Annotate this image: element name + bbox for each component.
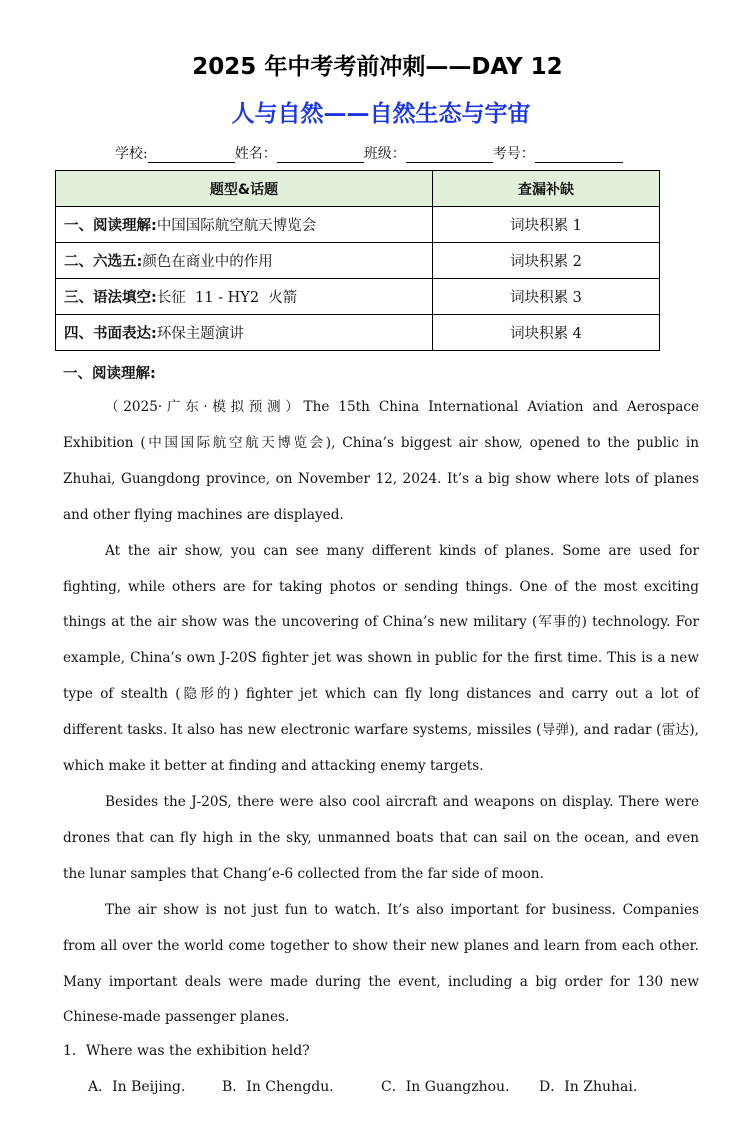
student-info-line: [115, 143, 623, 163]
class-blank[interactable]: [406, 146, 493, 163]
table-row: [56, 279, 660, 315]
class-label: 班级：: [363, 146, 406, 162]
school-label: 学校:: [115, 146, 148, 162]
table-cell-type: [56, 279, 433, 315]
topic-label: 长征 11 - HY2 火箭: [156, 290, 298, 306]
question-type-label: 一、阅读理解:: [64, 218, 157, 234]
option-c[interactable]: C．In Guangzhou.: [381, 1079, 510, 1095]
option-a[interactable]: A．In Beijing.: [88, 1079, 186, 1095]
table-cell-type: [56, 315, 433, 351]
topics-table: [55, 170, 660, 351]
school-blank[interactable]: [148, 146, 235, 163]
name-label: 姓名：: [234, 146, 277, 162]
table-cell-review: 词块积累 2: [433, 243, 660, 279]
passage-paragraph: （2025·广东·模拟预测）The 15th China International Aviation and Aerospace Exhibition (中国国际航空航天博览会), China’s biggest air show, opened to the public in Zhuhai, Guangdong province, on November 12, 2024. It’s a big show where lots of planes and other flying machines are displayed.: [63, 399, 699, 523]
table-header-review: 查漏补缺: [433, 171, 660, 207]
page-subtitle: 人与自然——自然生态与宇宙: [231, 101, 531, 127]
table-header-type: 题型&话题: [56, 171, 433, 207]
question-type-label: 二、六选五:: [64, 254, 143, 270]
table-row: [56, 207, 660, 243]
exam-number-blank[interactable]: [535, 146, 623, 163]
section-heading: 一、阅读理解:: [63, 366, 156, 382]
table-cell-type: [56, 207, 433, 243]
table-header-row: [56, 171, 660, 207]
option-b[interactable]: B．In Chengdu.: [222, 1079, 334, 1095]
question-type-label: 三、语法填空:: [64, 290, 157, 306]
passage-paragraph: At the air show, you can see many different kinds of planes. Some are used for fighting, while others are for taking photos or sending things. One of the most exciting things at the air show was the uncovering of China’s new military (军事的) technology. For example, China’s own J-20S fighter jet was shown in public for the first time. This is a new type of stealth (隐形的) fighter jet which can fly long distances and carry out a lot of different tasks. It also has new electronic warfare systems, missiles (导弹), and radar (雷达), which make it better at finding and attacking enemy targets.: [63, 542, 699, 775]
question-type-label: 四、书面表达:: [64, 326, 157, 342]
option-d[interactable]: D．In Zhuhai.: [539, 1079, 638, 1095]
table-row: [56, 243, 660, 279]
table-cell-review: 词块积累 1: [433, 207, 660, 243]
topic-label: 中国国际航空航天博览会: [156, 218, 317, 234]
passage-paragraph: The air show is not just fun to watch. It’s also important for business. Companies from all over the world come together to show their new planes and learn from each other. Many important deals were made during the event, including a big order for 130 new Chinese-made passenger planes.: [63, 901, 699, 1026]
passage-paragraph: Besides the J-20S, there were also cool aircraft and weapons on display. There were drones that can fly high in the sky, unmanned boats that can sail on the ocean, and even the lunar samples that Chang’e-6 collected from the far side of moon.: [63, 793, 699, 882]
topic-label: 环保主题演讲: [156, 326, 244, 342]
exam-number-label: 考号：: [492, 146, 535, 162]
table-cell-type: [56, 243, 433, 279]
name-blank[interactable]: [277, 146, 364, 163]
reading-passage: [63, 390, 699, 1036]
page-title: 2025 年中考考前冲刺——DAY 12: [192, 54, 563, 80]
topic-label: 颜色在商业中的作用: [142, 254, 273, 270]
table-cell-review: 词块积累 4: [433, 315, 660, 351]
question-stem: 1．Where was the exhibition held?: [63, 1043, 310, 1059]
table-cell-review: 词块积累 3: [433, 279, 660, 315]
table-row: [56, 315, 660, 351]
